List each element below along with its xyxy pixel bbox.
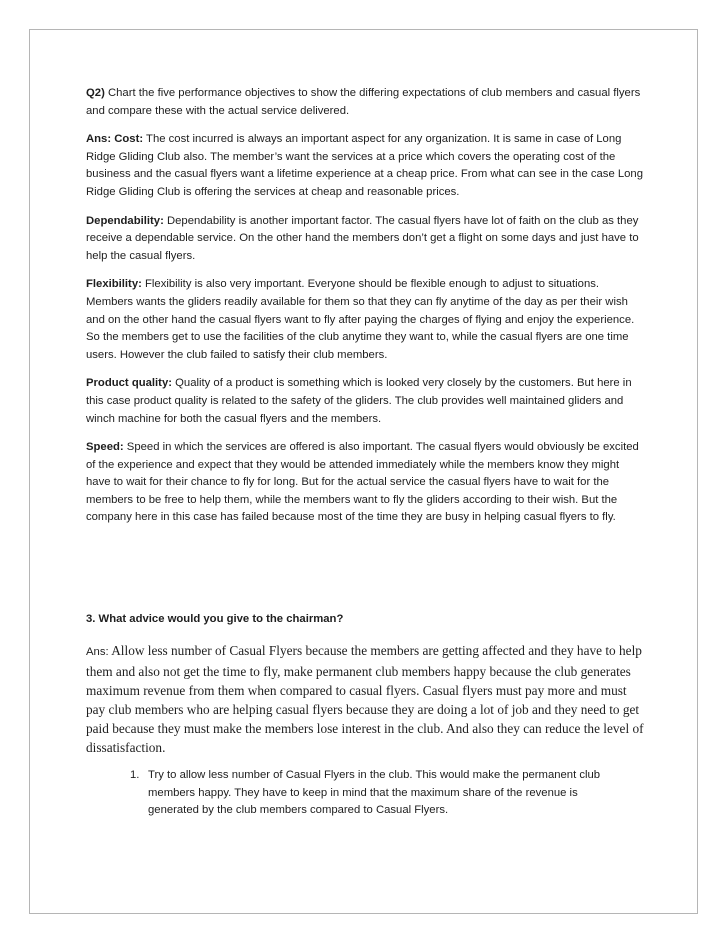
advice-list — [130, 767, 630, 820]
section-flexibility — [86, 276, 646, 364]
answer-label: Ans: — [86, 646, 109, 658]
section-product-quality — [86, 375, 646, 428]
document-body — [86, 85, 646, 817]
section-text: Dependability is another important factor. The casual flyers have lot of faith on the club as they receive a dependable service. On the other hand the members don’t get a flight on some days and just have to help the casual flyers. — [86, 214, 639, 262]
list-item-text: Try to allow less number of Casual Flyers in the club. This would make the permanent club members happy. They have to keep in mind that the maximum share of the revenue is generated by the club members compared to Casual Flyers. — [148, 769, 601, 817]
list-item — [130, 767, 630, 820]
section-text: Flexibility is also very important. Everyone should be flexible enough to adjust to situations. Members wants the gliders readily available for them so that they can fly anytime of the day as per their wish and on the other hand the casual flyers want to fly after paying the charges of flying and enjoy the experience. So the members get to use the facilities of the club anytime they want to, while the casual flyers are one time users. However the club failed to satisfy their club members. — [86, 278, 635, 361]
question-2-text: Chart the five performance objectives to show the differing expectations of club members and casual flyers and compare these with the actual service delivered. — [86, 87, 641, 117]
answer-text: Allow less number of Casual Flyers because the members are getting affected and they have to help them and also not get the time to fly, make permanent club members happy because the club generates maximum revenue from them when compared to casual flyers. Casual flyers must pay more and must pay club members who are helping casual flyers because they are doing a lot of job and they need to get paid because they must make the members lose interest in the club. And also they can reduce the level of dissatisfaction. — [86, 643, 644, 756]
section-label: Flexibility: — [86, 278, 142, 291]
section-text: Speed in which the services are offered is also important. The casual flyers would obviously be excited of the experience and expect that they would be attended immediately while the members know they might have to wait for their chance to fly for long. But for the actual service the casual flyers have to wait for the members to be free to help them, while the members want to fly the gliders according to their wish. But the company here in this case has failed because most of the time they are busy in helping casual flyers to fly. — [86, 441, 639, 524]
question-3-answer — [86, 641, 646, 758]
section-dependability — [86, 213, 646, 266]
question-3-heading: 3. What advice would you give to the chairman? — [86, 613, 344, 625]
list-item-number: 1. — [130, 769, 140, 781]
section-text: The cost incurred is always an important aspect for any organization. It is same in case of Long Ridge Gliding Club also. The member’s want the services at a price which covers the operating cost of the business and the casual flyers want a lifetime experience at a cheap price. From what can see in the case Long Ridge Gliding Club is offering the services at cheap and reasonable prices. — [86, 133, 643, 198]
section-speed — [86, 439, 646, 527]
section-label: Product quality: — [86, 377, 172, 390]
question-2 — [86, 85, 646, 120]
section-label: Dependability: — [86, 214, 164, 227]
section-cost — [86, 131, 646, 201]
section-text: Quality of a product is something which is looked very closely by the customers. But here in this case product quality is related to the safety of the gliders. The club provides well maintained gliders and winch machine for both the casual flyers and the members. — [86, 377, 632, 425]
section-label: Ans: Cost: — [86, 133, 144, 146]
question-2-label: Q2) — [86, 87, 105, 99]
section-label: Speed: — [86, 441, 124, 454]
